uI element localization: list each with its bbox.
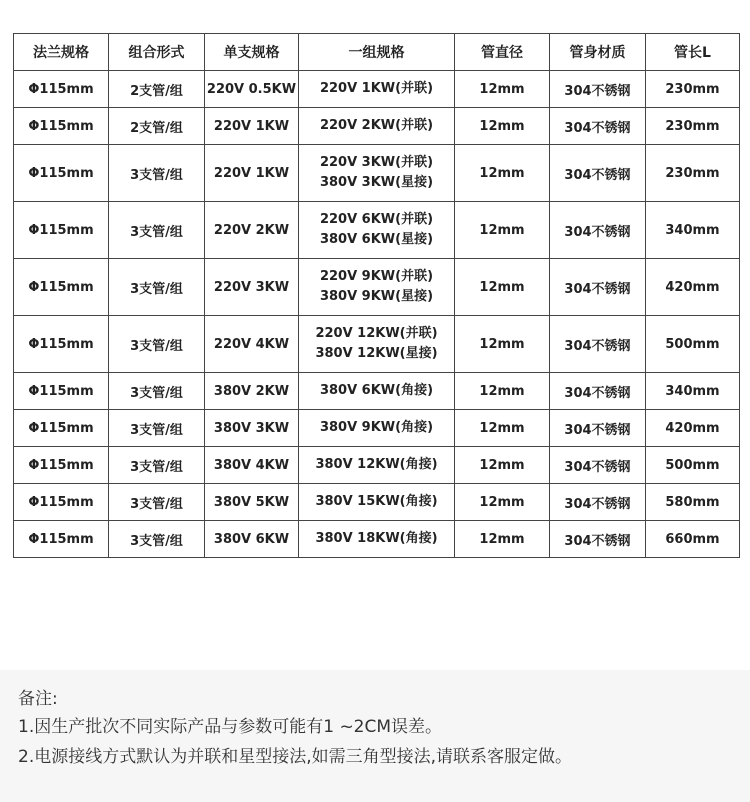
cell-flange: Φ115mm [14,108,109,145]
cell-flange: Φ115mm [14,316,109,373]
group-spec-line: 220V 12KW(并联) [315,326,438,341]
cell-diameter: 12mm [455,259,550,316]
cell-length: 420mm [646,410,740,447]
cell-group-spec [299,484,455,521]
cell-flange: Φ115mm [14,447,109,484]
cell-diameter: 12mm [455,521,550,558]
table-header-row [14,34,740,71]
cell-combo: 3支管/组 [109,484,205,521]
table-row [14,521,740,558]
cell-group-spec [299,202,455,259]
table-body [14,71,740,558]
table-row [14,145,740,202]
cell-group-spec [299,316,455,373]
cell-material: 304不锈钢 [550,373,646,410]
cell-combo: 2支管/组 [109,71,205,108]
cell-combo: 3支管/组 [109,259,205,316]
cell-material: 304不锈钢 [550,447,646,484]
group-spec-line: 380V 18KW(角接) [315,531,438,546]
cell-single-spec: 380V 5KW [205,484,299,521]
cell-combo: 3支管/组 [109,145,205,202]
header-group-spec: 一组规格 [299,34,455,71]
cell-material: 304不锈钢 [550,316,646,373]
cell-material: 304不锈钢 [550,521,646,558]
cell-material: 304不锈钢 [550,202,646,259]
group-spec-line: 380V 9KW(星接) [319,289,434,304]
cell-combo: 3支管/组 [109,521,205,558]
spec-table [13,33,740,558]
cell-group-spec [299,259,455,316]
cell-combo: 3支管/组 [109,202,205,259]
group-spec-line: 220V 2KW(并联) [319,118,434,133]
cell-single-spec: 380V 3KW [205,410,299,447]
table-row [14,447,740,484]
table-row [14,71,740,108]
cell-diameter: 12mm [455,202,550,259]
cell-flange: Φ115mm [14,410,109,447]
notes-section [0,670,750,802]
cell-flange: Φ115mm [14,484,109,521]
cell-single-spec: 380V 2KW [205,373,299,410]
note-line-1: 1.因生产批次不同实际产品与参数可能有1 ~2CM误差。 [18,717,443,737]
cell-material: 304不锈钢 [550,71,646,108]
cell-group-spec [299,521,455,558]
cell-group-spec [299,447,455,484]
cell-flange: Φ115mm [14,71,109,108]
cell-length: 500mm [646,447,740,484]
header-diameter: 管直径 [455,34,550,71]
group-spec-line: 380V 12KW(角接) [315,457,438,472]
cell-length: 340mm [646,202,740,259]
cell-length: 230mm [646,108,740,145]
cell-diameter: 12mm [455,410,550,447]
cell-single-spec: 220V 4KW [205,316,299,373]
cell-diameter: 12mm [455,447,550,484]
notes-title: 备注: [18,689,58,709]
header-material: 管身材质 [550,34,646,71]
table-row [14,410,740,447]
cell-single-spec: 380V 4KW [205,447,299,484]
header-flange: 法兰规格 [14,34,109,71]
cell-group-spec [299,373,455,410]
cell-combo: 3支管/组 [109,410,205,447]
cell-flange: Φ115mm [14,259,109,316]
cell-length: 500mm [646,316,740,373]
header-single-spec: 单支规格 [205,34,299,71]
cell-flange: Φ115mm [14,145,109,202]
header-length: 管长L [646,34,740,71]
cell-diameter: 12mm [455,71,550,108]
cell-material: 304不锈钢 [550,108,646,145]
cell-combo: 3支管/组 [109,316,205,373]
cell-single-spec: 380V 6KW [205,521,299,558]
cell-diameter: 12mm [455,484,550,521]
cell-single-spec: 220V 0.5KW [205,71,299,108]
cell-length: 230mm [646,71,740,108]
cell-flange: Φ115mm [14,202,109,259]
cell-length: 660mm [646,521,740,558]
table-row [14,202,740,259]
table-row [14,316,740,373]
cell-length: 580mm [646,484,740,521]
group-spec-line: 380V 15KW(角接) [315,494,438,509]
table-row [14,484,740,521]
group-spec-line: 220V 6KW(并联) [319,212,434,227]
cell-combo: 3支管/组 [109,447,205,484]
cell-diameter: 12mm [455,108,550,145]
group-spec-line: 380V 6KW(角接) [319,383,434,398]
cell-combo: 3支管/组 [109,373,205,410]
header-combo: 组合形式 [109,34,205,71]
table-row [14,373,740,410]
cell-combo: 2支管/组 [109,108,205,145]
cell-length: 230mm [646,145,740,202]
cell-flange: Φ115mm [14,521,109,558]
group-spec-line: 220V 3KW(并联) [319,155,434,170]
group-spec-line: 220V 9KW(并联) [319,269,434,284]
cell-material: 304不锈钢 [550,145,646,202]
cell-material: 304不锈钢 [550,259,646,316]
note-line-2: 2.电源接线方式默认为并联和星型接法,如需三角型接法,请联系客服定做。 [18,747,573,767]
group-spec-line: 380V 12KW(星接) [315,346,438,361]
cell-flange: Φ115mm [14,373,109,410]
table-row [14,259,740,316]
cell-single-spec: 220V 3KW [205,259,299,316]
cell-length: 420mm [646,259,740,316]
group-spec-line: 380V 6KW(星接) [319,232,434,247]
table-row [14,108,740,145]
cell-length: 340mm [646,373,740,410]
cell-single-spec: 220V 1KW [205,145,299,202]
group-spec-line: 380V 9KW(角接) [319,420,434,435]
cell-group-spec [299,410,455,447]
cell-single-spec: 220V 1KW [205,108,299,145]
cell-group-spec [299,108,455,145]
cell-group-spec [299,145,455,202]
cell-material: 304不锈钢 [550,484,646,521]
cell-group-spec [299,71,455,108]
cell-diameter: 12mm [455,145,550,202]
group-spec-line: 380V 3KW(星接) [319,175,434,190]
cell-diameter: 12mm [455,373,550,410]
cell-material: 304不锈钢 [550,410,646,447]
group-spec-line: 220V 1KW(并联) [319,81,434,96]
cell-single-spec: 220V 2KW [205,202,299,259]
cell-diameter: 12mm [455,316,550,373]
